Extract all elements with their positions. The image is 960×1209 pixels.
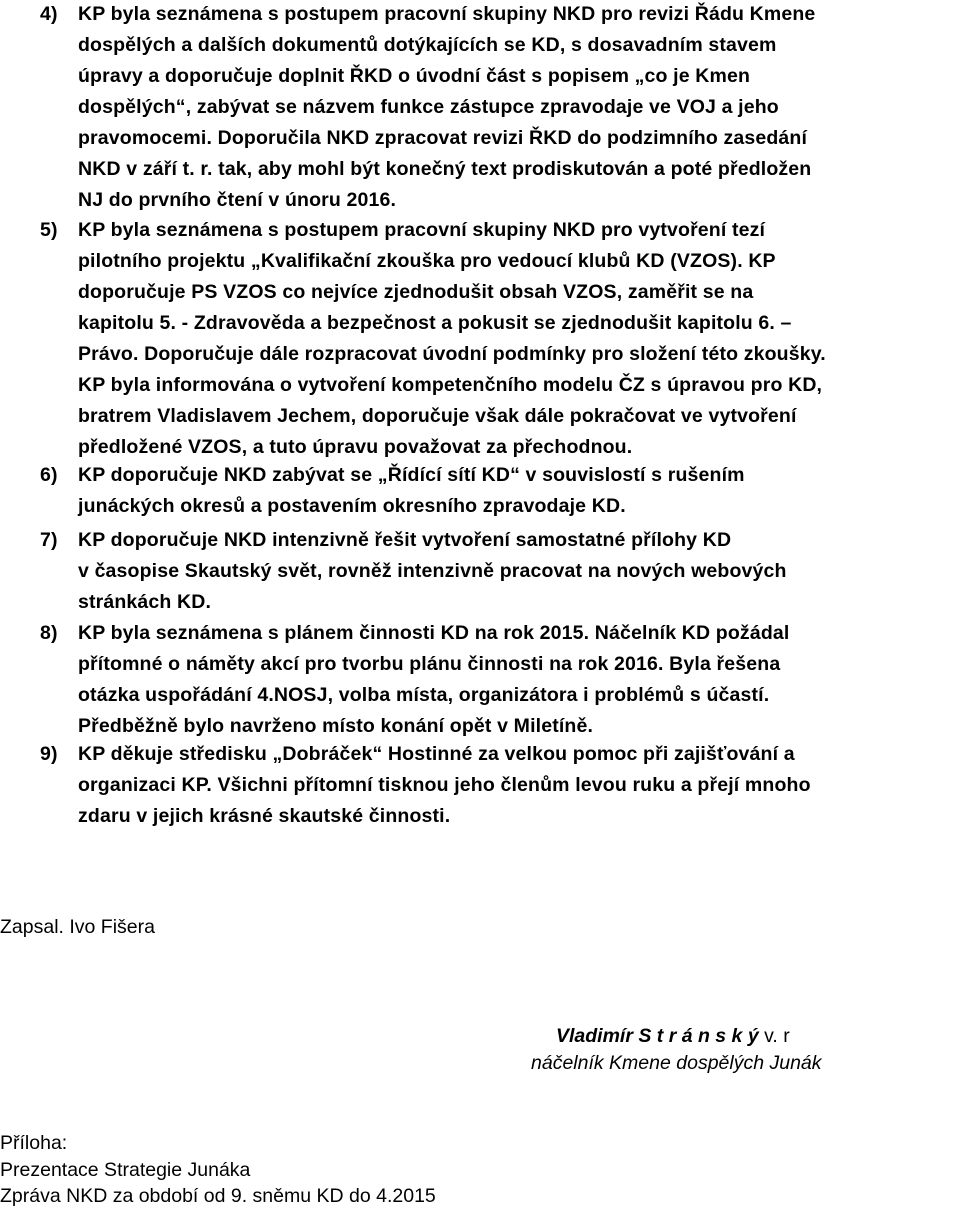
item-number: 6) (40, 464, 58, 486)
item-number: 7) (40, 529, 58, 551)
item-text-line: NKD v září t. r. tak, aby mohl být konečný text prodiskutován a poté předložen (78, 158, 812, 180)
item-text-line: dospělých a dalších dokumentů dotýkajících se KD, s dosavadním stavem (78, 34, 777, 56)
item-text-line: pilotního projektu „Kvalifikační zkouška pro vedoucí klubů KD (VZOS). KP (78, 250, 776, 272)
signature-title: náčelník Kmene dospělých Junák (531, 1052, 822, 1074)
item-text-line: otázka uspořádání 4.NOSJ, volba místa, organizátora i problémů s účastí. (78, 684, 770, 706)
item-number: 9) (40, 743, 58, 765)
item-text-line: zdaru v jejich krásné skautské činnosti. (78, 805, 451, 827)
item-text-line: KP byla seznámena s postupem pracovní skupiny NKD pro revizi Řádu Kmene (78, 3, 816, 25)
item-number: 8) (40, 622, 58, 644)
recorded-by: Zapsal. Ivo Fišera (0, 916, 155, 938)
item-text-line: Předběžně bylo navrženo místo konání opět v Miletíně. (78, 715, 594, 737)
item-text-line: Právo. Doporučuje dále rozpracovat úvodní podmínky pro složení této zkoušky. (78, 343, 826, 365)
signature-name: Vladimír S t r á n s k ý (556, 1025, 759, 1047)
attachments-heading: Příloha: (0, 1132, 68, 1154)
item-number: 4) (40, 3, 58, 25)
item-text-line: KP doporučuje NKD zabývat se „Řídící sítí KD“ v souvislostí s rušením (78, 464, 745, 486)
item-text-line: KP doporučuje NKD intenzivně řešit vytvoření samostatné přílohy KD (78, 529, 732, 551)
item-text-line: přítomné o náměty akcí pro tvorbu plánu činnosti na rok 2016. Byla řešena (78, 653, 781, 675)
item-text-line: doporučuje PS VZOS co nejvíce zjednodušit obsah VZOS, zaměřit se na (78, 281, 754, 303)
signature-line (556, 1024, 790, 1048)
signature-suffix: v. r (758, 1025, 790, 1047)
item-text-line: předložené VZOS, a tuto úpravu považovat za přechodnou. (78, 436, 633, 458)
item-text-line: bratrem Vladislavem Jechem, doporučuje však dále pokračovat ve vytvoření (78, 405, 797, 427)
item-text-line: KP byla seznámena s postupem pracovní skupiny NKD pro vytvoření tezí (78, 219, 766, 241)
item-text-line: KP byla seznámena s plánem činnosti KD na rok 2015. Náčelník KD požádal (78, 622, 790, 644)
attachment-item: Zpráva NKD za období od 9. sněmu KD do 4.2015 (0, 1185, 436, 1207)
item-text-line: úpravy a doporučuje doplnit ŘKD o úvodní část s popisem „co je Kmen (78, 65, 751, 87)
attachment-item: Prezentace Strategie Junáka (0, 1159, 251, 1181)
item-text-line: v časopise Skautský svět, rovněž intenzivně pracovat na nových webových (78, 560, 787, 582)
item-text-line: junáckých okresů a postavením okresního zpravodaje KD. (78, 495, 626, 517)
item-number: 5) (40, 219, 58, 241)
item-text-line: KP byla informována o vytvoření kompetenčního modelu ČZ s úpravou pro KD, (78, 374, 823, 396)
item-text-line: organizaci KP. Všichni přítomní tisknou jeho členům levou ruku a přejí mnoho (78, 774, 811, 796)
item-text-line: pravomocemi. Doporučila NKD zpracovat revizi ŘKD do podzimního zasedání (78, 127, 808, 149)
item-text-line: stránkách KD. (78, 591, 212, 613)
item-text-line: kapitolu 5. - Zdravověda a bezpečnost a pokusit se zjednodušit kapitolu 6. – (78, 312, 792, 334)
item-text-line: KP děkuje středisku „Dobráček“ Hostinné za velkou pomoc při zajišťování a (78, 743, 795, 765)
item-text-line: dospělých“, zabývat se názvem funkce zástupce zpravodaje ve VOJ a jeho (78, 96, 779, 118)
item-text-line: NJ do prvního čtení v únoru 2016. (78, 189, 397, 211)
